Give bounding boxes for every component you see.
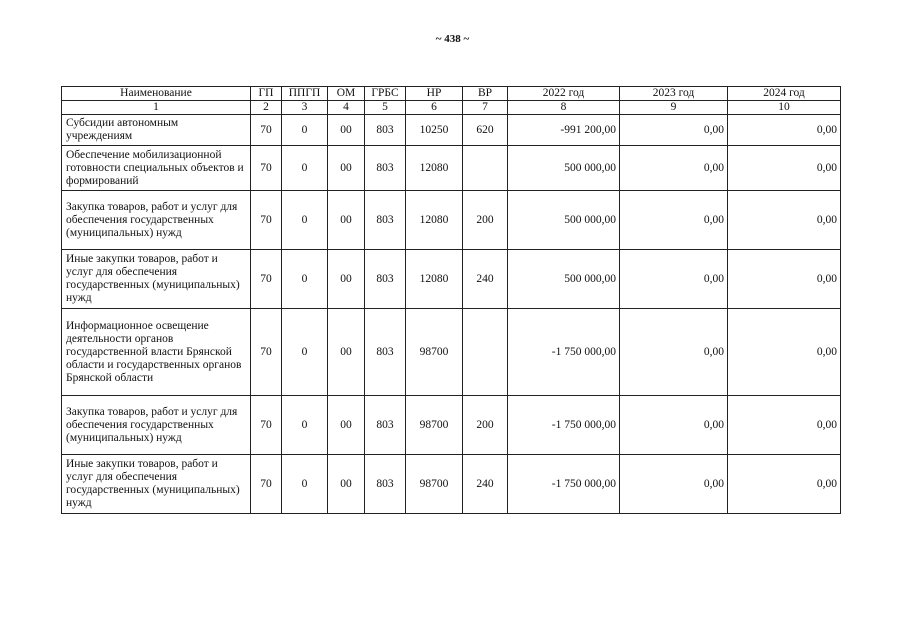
- row-nr: 12080: [406, 250, 463, 309]
- table-row: [62, 455, 841, 514]
- row-2022: -1 750 000,00: [508, 396, 620, 455]
- row-2024: 0,00: [728, 146, 841, 191]
- row-grbs: 803: [365, 146, 406, 191]
- row-name: Иные закупки товаров, работ и услуг для обеспечения государственных (муниципальных) нужд: [62, 250, 251, 309]
- row-vr: 240: [463, 455, 508, 514]
- column-number: 1: [62, 101, 251, 115]
- row-vr: 200: [463, 191, 508, 250]
- row-om: 00: [328, 146, 365, 191]
- row-vr: [463, 146, 508, 191]
- row-gp: 70: [251, 455, 282, 514]
- row-nr: 12080: [406, 191, 463, 250]
- header-ppgp: ППГП: [282, 87, 328, 101]
- column-number: 8: [508, 101, 620, 115]
- row-nr: 98700: [406, 455, 463, 514]
- budget-table: [61, 86, 841, 514]
- header-row: [62, 87, 841, 101]
- row-2023: 0,00: [620, 455, 728, 514]
- header-2024: 2024 год: [728, 87, 841, 101]
- row-name: Обеспечение мобилизационной готовности специальных объектов и формирований: [62, 146, 251, 191]
- row-gp: 70: [251, 396, 282, 455]
- row-2023: 0,00: [620, 191, 728, 250]
- table-row: [62, 115, 841, 146]
- row-gp: 70: [251, 250, 282, 309]
- row-2023: 0,00: [620, 115, 728, 146]
- row-om: 00: [328, 455, 365, 514]
- row-gp: 70: [251, 309, 282, 396]
- page-number: ~ 438 ~: [435, 33, 470, 45]
- row-2024: 0,00: [728, 309, 841, 396]
- row-ppgp: 0: [282, 455, 328, 514]
- row-ppgp: 0: [282, 115, 328, 146]
- row-vr: 200: [463, 396, 508, 455]
- row-2022: -991 200,00: [508, 115, 620, 146]
- row-nr: 98700: [406, 309, 463, 396]
- row-grbs: 803: [365, 250, 406, 309]
- row-2022: 500 000,00: [508, 146, 620, 191]
- row-2022: 500 000,00: [508, 191, 620, 250]
- column-number: 10: [728, 101, 841, 115]
- column-number-row: [62, 101, 841, 115]
- header-om: ОМ: [328, 87, 365, 101]
- row-name: Субсидии автономным учреждениям: [62, 115, 251, 146]
- row-ppgp: 0: [282, 250, 328, 309]
- row-2022: 500 000,00: [508, 250, 620, 309]
- column-number: 3: [282, 101, 328, 115]
- row-name: Информационное освещение деятельности органов государственной власти Брянской области и государственных органов Брянской области: [62, 309, 251, 396]
- row-2024: 0,00: [728, 455, 841, 514]
- row-name: Закупка товаров, работ и услуг для обеспечения государственных (муниципальных) нужд: [62, 191, 251, 250]
- column-number: 4: [328, 101, 365, 115]
- row-2023: 0,00: [620, 396, 728, 455]
- row-ppgp: 0: [282, 146, 328, 191]
- row-grbs: 803: [365, 309, 406, 396]
- row-2024: 0,00: [728, 191, 841, 250]
- table-row: [62, 250, 841, 309]
- column-number: 5: [365, 101, 406, 115]
- header-gp: ГП: [251, 87, 282, 101]
- row-2023: 0,00: [620, 250, 728, 309]
- row-name: Иные закупки товаров, работ и услуг для обеспечения государственных (муниципальных) нужд: [62, 455, 251, 514]
- table-row: [62, 146, 841, 191]
- row-grbs: 803: [365, 115, 406, 146]
- column-number: 7: [463, 101, 508, 115]
- header-grbs: ГРБС: [365, 87, 406, 101]
- row-nr: 98700: [406, 396, 463, 455]
- row-gp: 70: [251, 191, 282, 250]
- row-2023: 0,00: [620, 146, 728, 191]
- row-gp: 70: [251, 115, 282, 146]
- row-gp: 70: [251, 146, 282, 191]
- row-2024: 0,00: [728, 250, 841, 309]
- row-vr: [463, 309, 508, 396]
- row-grbs: 803: [365, 455, 406, 514]
- column-number: 6: [406, 101, 463, 115]
- row-2024: 0,00: [728, 115, 841, 146]
- table-row: [62, 191, 841, 250]
- row-om: 00: [328, 396, 365, 455]
- header-nr: НР: [406, 87, 463, 101]
- row-2022: -1 750 000,00: [508, 309, 620, 396]
- header-name: Наименование: [62, 87, 251, 101]
- table-row: [62, 309, 841, 396]
- row-grbs: 803: [365, 191, 406, 250]
- row-name: Закупка товаров, работ и услуг для обеспечения государственных (муниципальных) нужд: [62, 396, 251, 455]
- row-om: 00: [328, 309, 365, 396]
- row-nr: 10250: [406, 115, 463, 146]
- row-2024: 0,00: [728, 396, 841, 455]
- row-ppgp: 0: [282, 396, 328, 455]
- row-ppgp: 0: [282, 309, 328, 396]
- column-number: 2: [251, 101, 282, 115]
- row-grbs: 803: [365, 396, 406, 455]
- table-row: [62, 396, 841, 455]
- row-om: 00: [328, 250, 365, 309]
- row-vr: 240: [463, 250, 508, 309]
- column-number: 9: [620, 101, 728, 115]
- header-2022: 2022 год: [508, 87, 620, 101]
- row-om: 00: [328, 115, 365, 146]
- row-nr: 12080: [406, 146, 463, 191]
- header-vr: ВР: [463, 87, 508, 101]
- header-2023: 2023 год: [620, 87, 728, 101]
- row-2023: 0,00: [620, 309, 728, 396]
- row-ppgp: 0: [282, 191, 328, 250]
- row-2022: -1 750 000,00: [508, 455, 620, 514]
- row-vr: 620: [463, 115, 508, 146]
- row-om: 00: [328, 191, 365, 250]
